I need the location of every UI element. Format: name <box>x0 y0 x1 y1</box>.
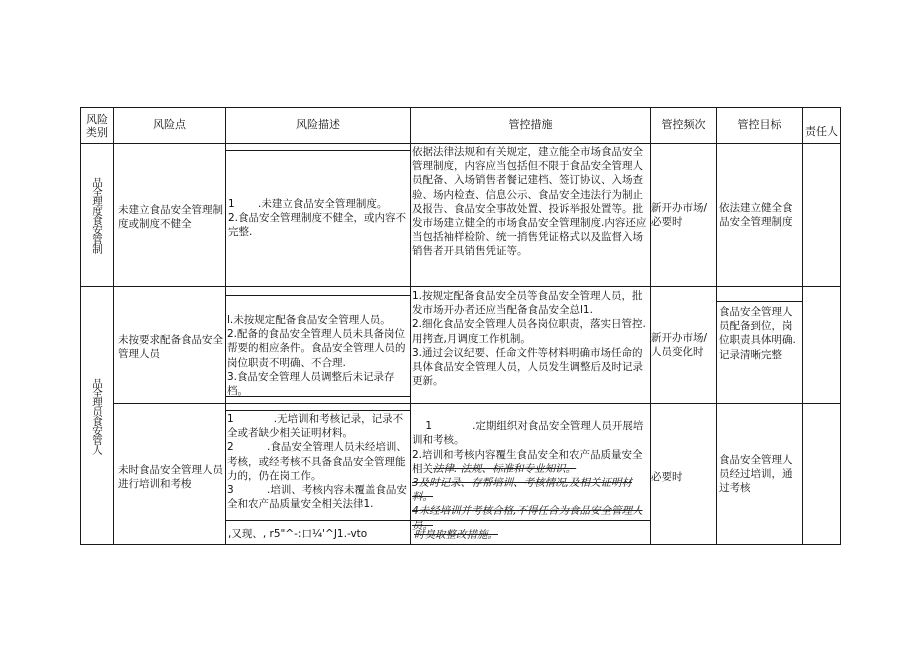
row1-divider <box>80 286 841 287</box>
col-border-right <box>840 107 841 545</box>
row1-risk-desc: 1 .未建立食品安全管理制度。 2.食品安全管理制度不健全，或内容不完整. <box>228 198 407 239</box>
row3-target: 食品安全管理人员经过培训，通过考核 <box>719 454 793 495</box>
header-target: 管控目标 <box>737 118 782 132</box>
header-frequency: 管控频次 <box>661 118 706 132</box>
header-risk-desc: 风险描述 <box>296 118 340 132</box>
col-divider-3 <box>410 107 411 545</box>
col-divider-6 <box>802 107 803 545</box>
row1-category <box>81 144 113 286</box>
row2-target: 食品安全管理人员配备到位，岗位职责具体明确.记录清晰完整 <box>719 306 796 361</box>
row3-measures-text: 1 .定期组织对食品安全管理人员开展培训和考核。 2.培训和考核内容覆生食品安全和农产品质量安全相关 <box>412 420 644 475</box>
row1-measures: 依据法律法规和有关规定，建立能全市场食品安全管理制度，内容应当包括但不限于食品安全管理人员配备、入场销售者餐记建档、签订协议、入场查验、场内检查、信息公示、食品安全违法行为制止及报告、食品安全事故处置、投诉举报处置等。批发市场建立健全的市场食品安全管理制度.内容还应当包括袖样检阶、统一捎售凭证格式以及监督入场销售者开具销售凭证等。 <box>412 146 647 258</box>
row1-frequency: 新开办市场/必要时 <box>651 201 708 228</box>
row3-measures-strike-1: 法律. 法规、标准和专业知识。 <box>433 462 577 475</box>
table-border-bottom <box>80 544 841 545</box>
row3-risk-desc-footer: ,又现、, r5"^-:口¼'^J1.-vto <box>228 528 368 540</box>
desc-box-row1-top <box>226 150 410 151</box>
header-measures: 管控措施 <box>508 118 553 132</box>
row2-category-text: 品全理员食安管人 <box>91 377 103 454</box>
row2-risk-desc: l.未按规定配备食品安全管理人员。 2.配备的食品安全管理人员未具备岗位帮要的相应条件。食品安全管理人员的岗位职责不明确、不合理. 3.食品安全管理人员调整后未记录存档。 <box>227 314 406 398</box>
row2-category <box>81 287 113 544</box>
row1-category-text: 品全理度食安管制 <box>91 177 103 253</box>
col-divider-5 <box>716 107 717 545</box>
row2-risk-point: 未按要求配备食品安全管理人员 <box>118 333 223 360</box>
row3-frequency: 必要时 <box>651 470 683 483</box>
header-divider <box>80 143 841 144</box>
row2-measures: 1.按规定配备食品安全员等食品安全管理人员，批发市场开办者还应当配备食品安全总l1. 2.细化食品安全管理人员各岗位职责，落实日管控.用拷查,月调度工作机制。 3.通过会议纪要、任命文件等材料明确市场任命的具体食品安全管理人员，人员发生调整后及时记录更新。 <box>412 290 646 388</box>
col-divider-2 <box>225 107 226 545</box>
row1-risk-point: 未建立食品安全管理制度或制度不健全 <box>118 203 223 230</box>
desc-box-row2-top <box>226 295 410 296</box>
col-divider-1 <box>113 107 114 545</box>
risk-control-table <box>80 107 841 545</box>
row3-measures <box>412 405 649 532</box>
row3-measures-strike-3: 4未经培训并考核合格,不得任合为食品安全管理人员。 <box>412 505 643 532</box>
row1-target: 依法建立健全食品安全管理制度 <box>719 201 793 228</box>
desc-box-row3-top <box>226 410 410 411</box>
row3-risk-point: 未时食品安全管理人员进行培训和考梭 <box>118 463 223 490</box>
header-risk-point: 风险点 <box>153 118 186 132</box>
row2-divider <box>113 403 841 404</box>
row2-frequency: 新开办市场/人员变化时 <box>651 331 708 358</box>
row3-risk-desc: 1 .无培训和考核记录，记录不全或者缺少相关证明材料。 2 .食品安全管理人员未经培训、考核，或经考核不具备食品安全管理能力的，仍在岗工作。 3 .培训、考核内容未覆盖食品安全和农产品质量安全相关法律1. <box>227 413 407 511</box>
target-box-row2-top <box>717 301 802 302</box>
row3-measures-strike-2: 3及时记录、存帮培训、考核情况,及相关证明材料。 <box>412 477 633 504</box>
desc-box-row3-mid <box>226 520 410 521</box>
measure-box-row3-mid <box>411 520 650 521</box>
header-risk-type: 风险 类别 <box>86 112 108 139</box>
desc-box-row2-bottom <box>226 396 410 397</box>
row3-measures-footer: 时臭取整改措施。 <box>414 529 498 541</box>
header-owner: 责任人 <box>805 124 838 138</box>
